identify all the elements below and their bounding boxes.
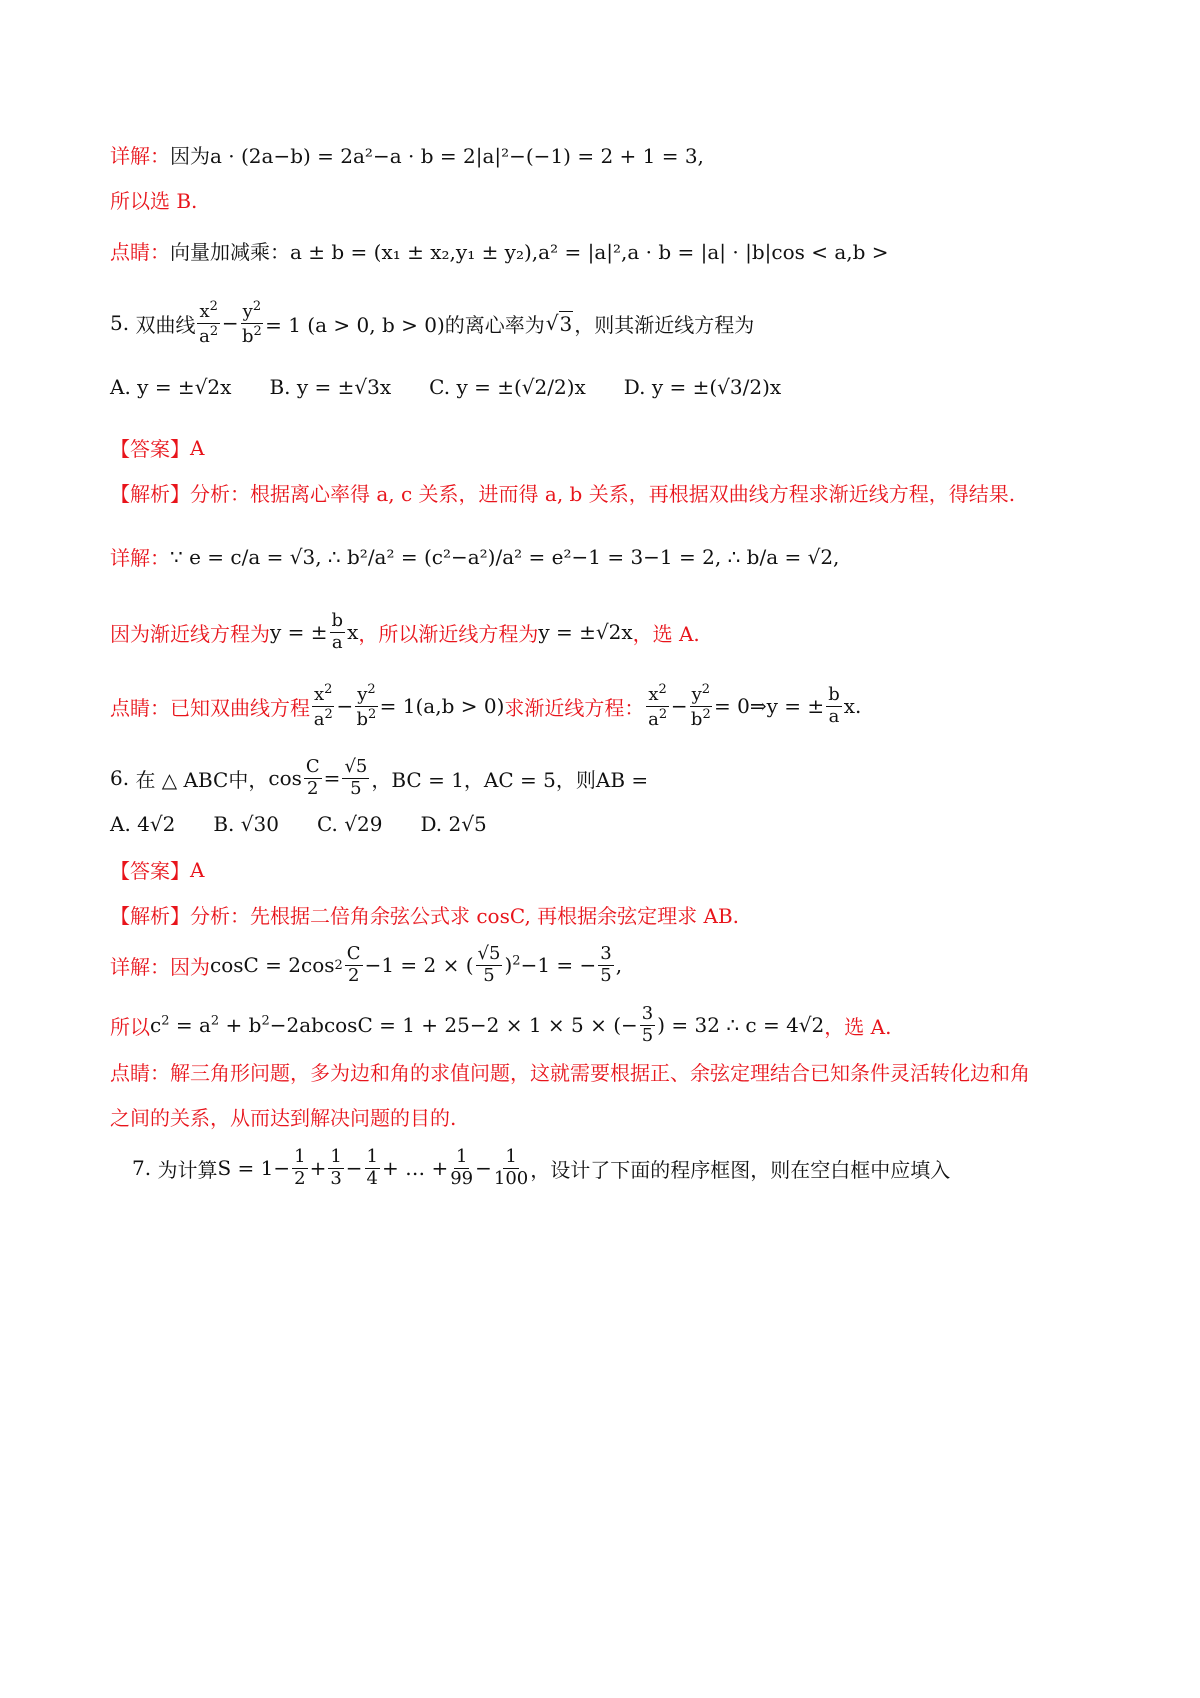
detail-formula: 因为a · (2a−b) = 2a²−a · b = 2|a|²−(−1) = 2 + 1 = 3, bbox=[170, 144, 704, 168]
detail-6: 详解： 因为 cosC = 2cos 2 $\frac{C}{2}$ −1 = 2 × ( $\frac{√5}{5}$ )$^2$−1 = − $\frac{3}{5}$ , bbox=[110, 943, 623, 986]
asymptote-text-3: ，选 A. bbox=[632, 621, 700, 646]
answer-5 bbox=[110, 433, 204, 462]
sum-6: 所以 $c^2 = a^2 + b^2-2abcosC = 1 + 25-2 \times 1 \times 5$ × (− $\frac{3}{5}$ ) = 32 ∴ c = 4√2 ，选 A. bbox=[110, 1003, 892, 1046]
analysis-text: 分析：根据离心率得 a, c 关系，进而得 a, b 关系，再根据双曲线方程求渐近线方程，得结果. bbox=[190, 482, 1016, 506]
question-6-options bbox=[110, 812, 487, 836]
tip-text-1: 点睛：已知双曲线方程 bbox=[110, 695, 310, 720]
tip-6-line-2: 之间的关系，从而达到解决问题的目的. bbox=[110, 1106, 457, 1130]
question-eq: = 1 (a > 0, b > 0)的离心率为 bbox=[265, 312, 545, 337]
analysis-text: 分析：先根据二倍角余弦公式求 cosC, 再根据余弦定理求 AB. bbox=[190, 904, 740, 928]
option-c: C. √29 bbox=[316, 812, 383, 836]
question-5: 5. 双曲线 $\frac{x^2}{a^2}$ − $\frac{y^2}{b^2}$ = 1 (a > 0, b > 0)的离心率为 √ 3 ，则其渐近线方程为 bbox=[110, 299, 755, 347]
answer-6 bbox=[110, 855, 204, 884]
question-7: 7. 为计算 S = 1− $\frac{1}{2}$ + $\frac{1}{3}$ − $\frac{1}{4}$ + … + $\frac{1}{99}$ − $\frac{1}{100}$ ，设计了下面的程序框图，则在空白框中应填入 bbox=[132, 1146, 951, 1189]
tip-text-2: 求渐近线方程： bbox=[504, 695, 645, 720]
detail-text: 因为 bbox=[170, 954, 210, 979]
question-text-post: ，设计了下面的程序框图，则在空白框中应填入 bbox=[530, 1157, 951, 1182]
question-text: 在 △ ABC中， bbox=[135, 767, 269, 792]
tip-line-vector bbox=[110, 236, 889, 265]
answer-value: A bbox=[190, 857, 205, 882]
analysis-6 bbox=[110, 900, 739, 929]
question-text-pre: 为计算 bbox=[157, 1157, 218, 1182]
option-c: C. y = ±(√2/2)x bbox=[429, 375, 586, 399]
analysis-label: 【解析】 bbox=[110, 482, 190, 506]
question-5-options bbox=[110, 375, 781, 399]
option-d: D. y = ±(√3/2)x bbox=[623, 375, 782, 399]
fraction-y2-b2: $\frac{y^2}{b^2}$ bbox=[241, 299, 262, 347]
tip-label: 点睛： bbox=[110, 240, 170, 264]
tip-5: 点睛：已知双曲线方程 $\frac{x^2}{a^2}$ − $\frac{y^2}{b^2}$ = 1(a,b > 0) 求渐近线方程： $\frac{x^2}{a^2}$ − $\frac{y^2}{b^2}$ = 0⇒y = ± $\frac{b}{a}$ x. bbox=[110, 682, 862, 730]
option-d: D. 2√5 bbox=[420, 812, 487, 836]
fraction-x2-a2: $\frac{x^2}{a^2}$ bbox=[199, 299, 219, 347]
detail-label: 详解： bbox=[110, 144, 170, 168]
option-a: A. y = ±√2x bbox=[110, 375, 232, 399]
sqrt-3: √ 3 bbox=[545, 310, 573, 336]
question-text-2: ，BC = 1，AC = 5，则AB = bbox=[371, 767, 649, 792]
tip-formula: 向量加减乘：a ± b = (x₁ ± x₂,y₁ ± y₂),a² = |a|²,a · b = |a| · |b|cos < a,b > bbox=[170, 240, 889, 264]
analysis-5 bbox=[110, 478, 1015, 507]
question-text-post: ，则其渐近线方程为 bbox=[574, 312, 755, 337]
question-number: 6. bbox=[110, 766, 130, 791]
question-text-pre: 双曲线 bbox=[135, 312, 196, 337]
detail-5 bbox=[110, 542, 839, 571]
question-number: 7. bbox=[132, 1156, 152, 1181]
question-6: 6. 在 △ ABC中， cos $\frac{C}{2}$ = $\frac{√5}{5}$ ，BC = 1，AC = 5，则AB = bbox=[110, 756, 649, 799]
answer-label: 【答案】 bbox=[110, 437, 190, 461]
fraction-b-a: $\frac{b}{a}$ bbox=[331, 610, 344, 653]
asymptote-text-1: 因为渐近线方程为 bbox=[110, 621, 270, 646]
choice-line-b: 所以选 B. bbox=[110, 189, 198, 213]
analysis-label: 【解析】 bbox=[110, 904, 190, 928]
detail-formula: ∵ e = c/a = √3, ∴ b²/a² = (c²−a²)/a² = e²−1 = 3−1 = 2, ∴ b/a = √2, bbox=[170, 544, 840, 569]
detail-line-vector bbox=[110, 140, 704, 169]
detail-label: 详解： bbox=[110, 954, 170, 979]
tip-6-line-1: 点睛：解三角形问题，多为边和角的求值问题，这就需要根据正、余弦定理结合已知条件灵活转化边和角 bbox=[110, 1061, 1030, 1085]
asymptote-line: 因为渐近线方程为 y = ± $\frac{b}{a}$ x ，所以渐近线方程为 y = ±√2x ，选 A. bbox=[110, 610, 700, 653]
asymptote-text-2: ，所以渐近线方程为 bbox=[358, 621, 539, 646]
option-a: A. 4√2 bbox=[110, 812, 176, 836]
answer-value: A bbox=[190, 435, 205, 460]
option-b: B. y = ±√3x bbox=[269, 375, 392, 399]
option-b: B. √30 bbox=[213, 812, 279, 836]
answer-label: 【答案】 bbox=[110, 859, 190, 883]
sum-label: 所以 bbox=[110, 1014, 150, 1039]
question-number: 5. bbox=[110, 311, 130, 336]
sum-tail: ，选 A. bbox=[824, 1014, 892, 1039]
detail-label: 详解： bbox=[110, 546, 170, 570]
